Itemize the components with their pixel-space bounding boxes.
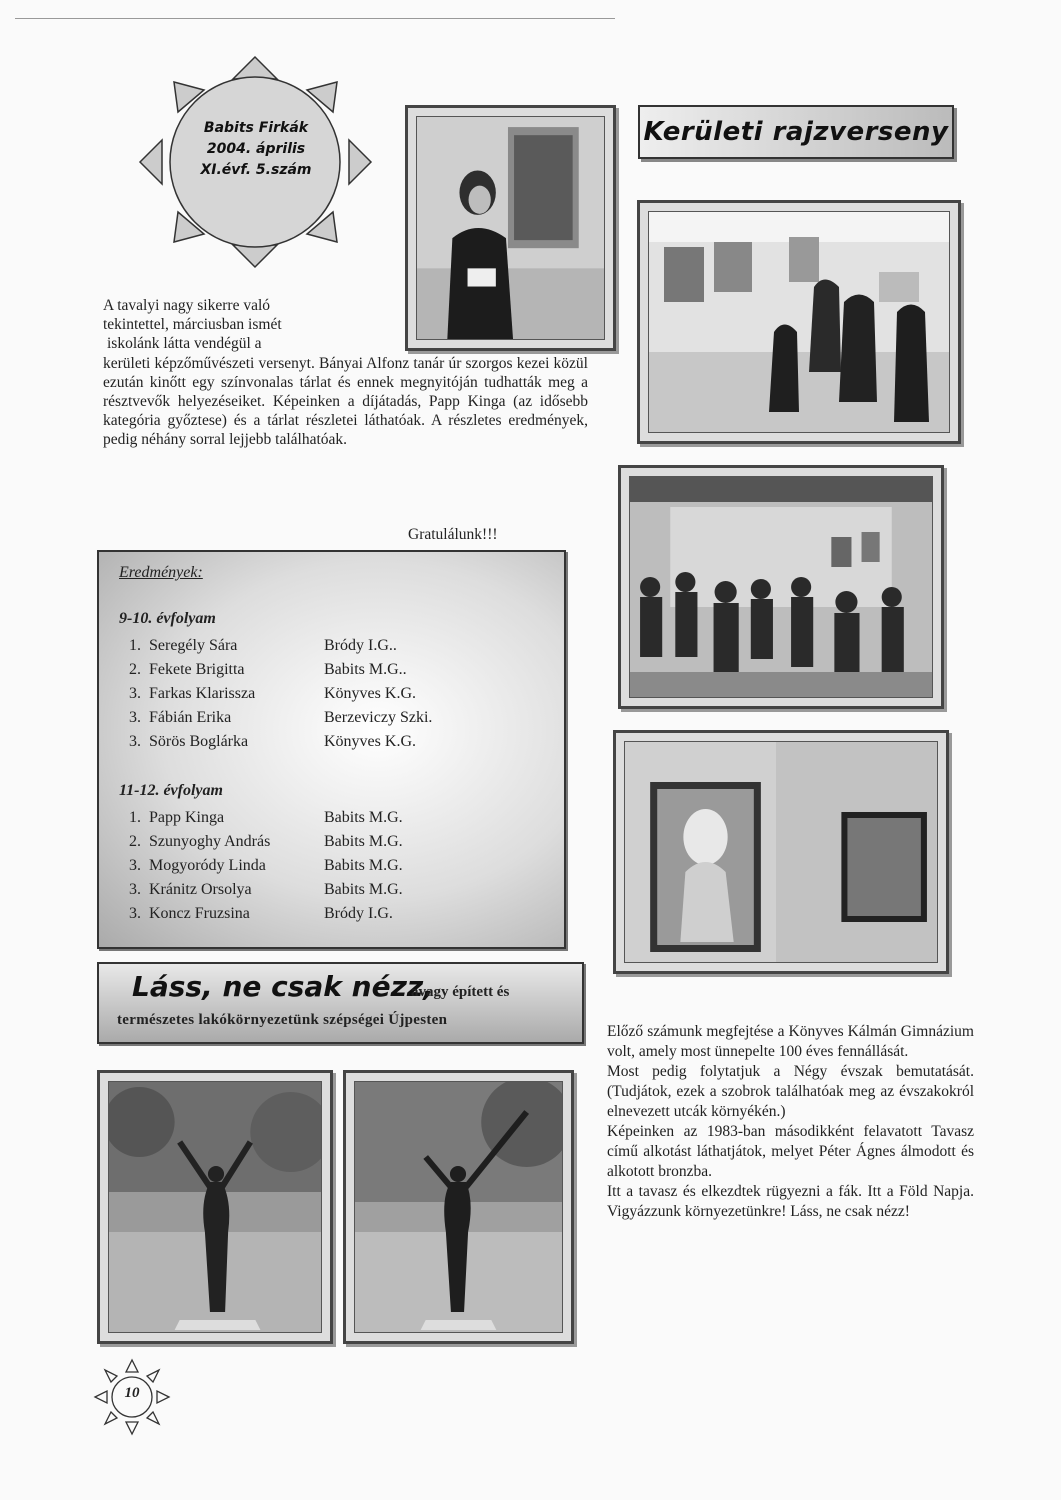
section-banner <box>638 105 954 159</box>
result-row <box>119 682 474 706</box>
school-name: Babits M.G. <box>324 881 403 898</box>
section-banner-2 <box>97 962 584 1044</box>
rank: 3. <box>129 733 141 750</box>
photo-statue-2 <box>343 1070 574 1344</box>
school-name: Könyves K.G. <box>324 685 416 702</box>
school-name: Bródy I.G.. <box>324 637 397 654</box>
result-row <box>119 806 474 830</box>
result-row <box>119 854 474 878</box>
photo-statue-1 <box>97 1070 333 1344</box>
rank: 3. <box>129 881 141 898</box>
results-list-9-10 <box>119 634 474 754</box>
intro-body: kerületi képzőművészeti versenyt. Bányai Alfonz tanár úr szorgos kezei közül ezután kinőtt egy színvonalas tárlat és ennek megnyitóján tudhatták meg a résztvevők helyezéseiket. Képeinken a díjátadás, Papp Kinga (az idősebb kategória győztese) és a tárlat részletei láthatóak. A részletes eredmények, pedig néhány sorral lejjebb találhatóak. <box>103 354 588 449</box>
photo-award-ceremony <box>637 200 961 444</box>
rank: 1. <box>129 637 141 654</box>
intro-article <box>103 296 588 450</box>
student-name: Fábián Erika <box>149 709 232 726</box>
results-list-11-12 <box>119 806 474 926</box>
result-row <box>119 706 474 730</box>
banner2-subtitle-1: avagy épített és <box>411 984 510 1000</box>
issue-badge <box>172 118 340 181</box>
rank: 3. <box>129 857 141 874</box>
rank: 1. <box>129 809 141 826</box>
photo-paintings <box>613 730 949 974</box>
intro-line-3: iskolánk látta vendégül a <box>107 335 262 353</box>
result-row <box>119 878 474 902</box>
rank: 3. <box>129 685 141 702</box>
rank: 3. <box>129 709 141 726</box>
intro-line-2: tekintettel, márciusban ismét <box>103 316 282 334</box>
result-row <box>119 730 474 754</box>
result-row <box>119 830 474 854</box>
category-11-12: 11-12. évfolyam <box>119 782 223 799</box>
statue-paragraph-4: Itt a tavasz és elkezdtek rügyezni a fák. Itt a Föld Napja. Vigyázzunk környezetünkre! Láss, ne csak nézz! <box>607 1183 974 1220</box>
student-name: Farkas Klarissza <box>149 685 256 702</box>
top-rule <box>15 18 615 19</box>
badge-issue: XI.évf. 5.szám <box>200 162 312 178</box>
page-number: 10 <box>124 1385 140 1401</box>
student-name: Fekete Brigitta <box>149 661 245 678</box>
section-title: Kerületi rajzverseny <box>643 117 949 147</box>
results-title: Eredmények: <box>119 564 203 581</box>
banner2-title: Láss, ne csak nézz, <box>132 970 434 1003</box>
student-name: Koncz Fruzsina <box>149 905 250 922</box>
category-9-10: 9-10. évfolyam <box>119 610 216 627</box>
student-name: Sörös Boglárka <box>149 733 249 750</box>
result-row <box>119 658 474 682</box>
student-name: Papp Kinga <box>149 809 225 826</box>
school-name: Babits M.G. <box>324 833 403 850</box>
student-name: Szunyoghy András <box>149 833 271 850</box>
statue-article <box>607 1022 974 1222</box>
school-name: Babits M.G. <box>324 857 403 874</box>
school-name: Bródy I.G. <box>324 905 393 922</box>
school-name: Babits M.G.. <box>324 661 407 678</box>
student-name: Mogyoródy Linda <box>149 857 266 874</box>
statue-paragraph-2: Most pedig folytatjuk a Négy évszak bemutatását. (Tudjátok, ezek a szobrok találhatóak meg az évszakokról elnevezett utcák környékén.) <box>607 1063 974 1120</box>
rank: 2. <box>129 661 141 678</box>
student-name: Seregély Sára <box>149 637 238 654</box>
school-name: Berzeviczy Szki. <box>324 709 433 726</box>
statue-paragraph-1: Előző számunk megfejtése a Könyves Kálmán Gimnázium volt, amely most ünnepelte 100 éves fennállását. <box>607 1023 974 1060</box>
congrats-text: Gratulálunk!!! <box>408 526 498 543</box>
rank: 2. <box>129 833 141 850</box>
photo-exhibition-crowd <box>618 465 944 709</box>
rank: 3. <box>129 905 141 922</box>
school-name: Könyves K.G. <box>324 733 416 750</box>
badge-date: 2004. április <box>206 141 306 157</box>
result-row <box>119 634 474 658</box>
badge-title: Babits Firkák <box>203 120 309 136</box>
banner2-subtitle-2: természetes lakókörnyezetünk szépségei Újpesten <box>117 1012 448 1028</box>
intro-line-1: A tavalyi nagy sikerre való <box>103 297 271 314</box>
statue-paragraph-3: Képeinken az 1983-ban másodikként felavatott Tavasz című alkotást láthatjátok, melyet Péter Ágnes álmodott és alkotott bronzba. <box>607 1123 974 1180</box>
student-name: Kránitz Orsolya <box>149 881 252 898</box>
result-row <box>119 902 474 926</box>
results-box <box>97 550 566 949</box>
school-name: Babits M.G. <box>324 809 403 826</box>
